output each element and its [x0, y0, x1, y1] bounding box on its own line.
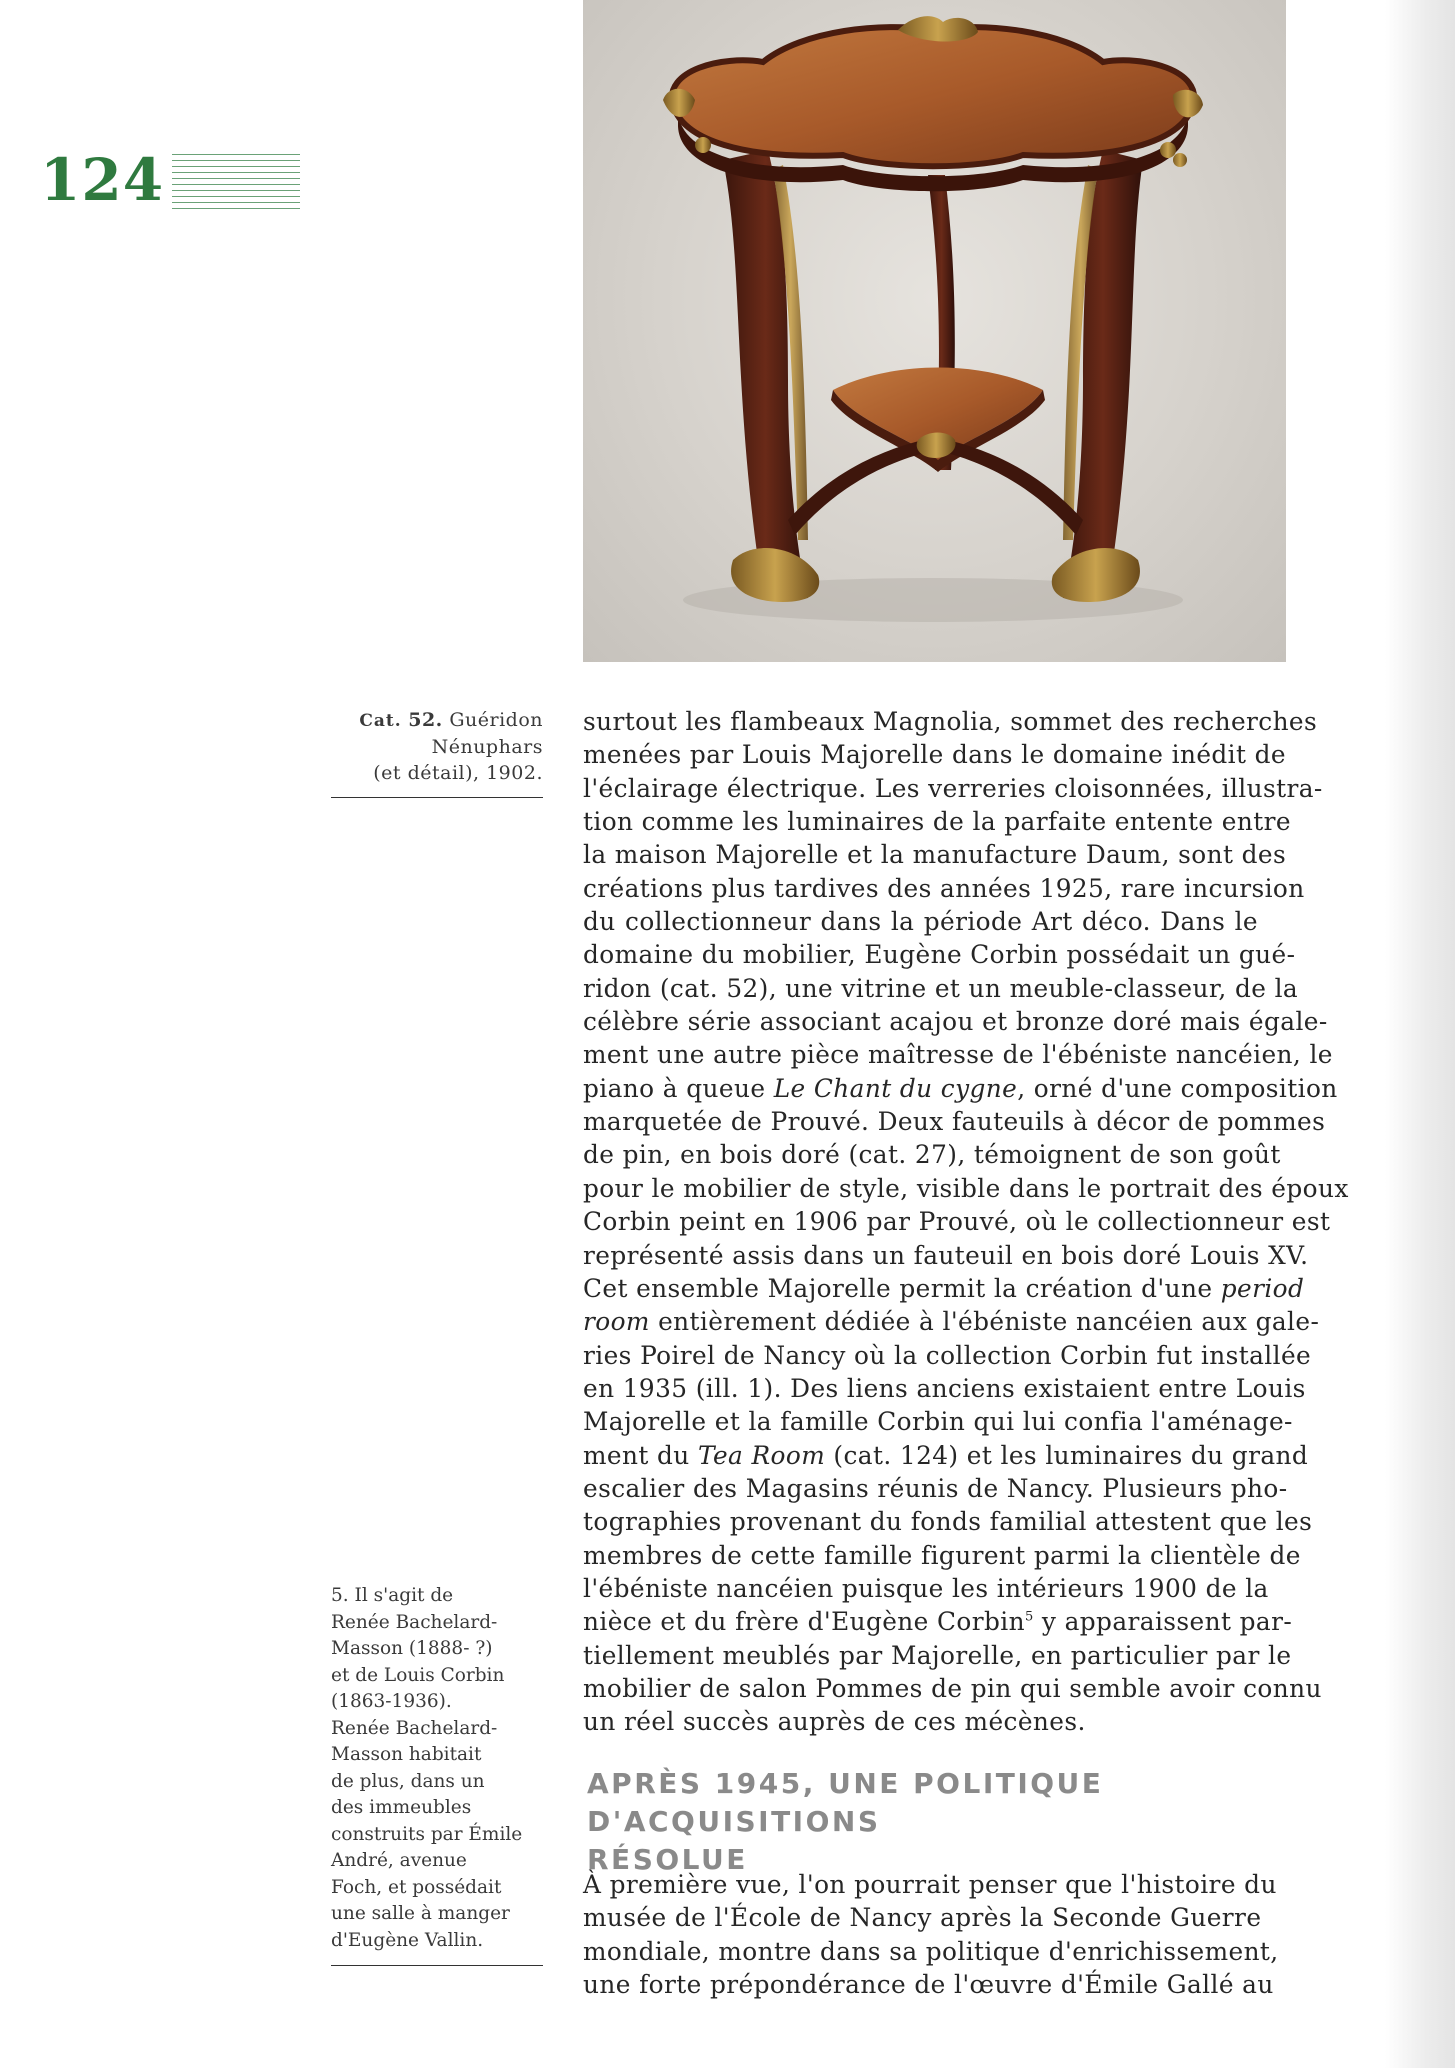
body-line: pour le mobilier de style, visible dans le portrait des époux: [583, 1173, 1349, 1203]
caption-divider: [331, 797, 543, 798]
page-number: 124: [40, 146, 165, 214]
text-run: Cet ensemble Majorelle permit la création d'une: [583, 1273, 1221, 1303]
body-line: À première vue, l'on pourrait penser que l'histoire du: [583, 1870, 1277, 1899]
scan-shadow-edge: [1385, 0, 1455, 2068]
body-line: en 1935 (ill. 1). Des liens anciens existaient entre Louis: [583, 1373, 1306, 1403]
italic-room: room: [583, 1307, 650, 1337]
body-line: une forte prépondérance de l'œuvre d'Émile Gallé au: [583, 1970, 1274, 2000]
body-line-last: un réel succès auprès de ces mécènes.: [583, 1707, 1086, 1737]
italic-tea-room: Tea Room: [697, 1440, 826, 1470]
caption-cat-label: Cat.: [359, 711, 402, 731]
gueridon-illustration: [583, 0, 1286, 662]
body-line: ment une autre pièce maîtresse de l'ébéniste nancéien, le: [583, 1040, 1333, 1070]
section-heading-line-2: RÉSOLUE: [587, 1843, 748, 1876]
body-line: menées par Louis Majorelle dans le domaine inédit de: [583, 740, 1287, 770]
section-heading: [587, 1765, 1287, 1879]
body-line: mobilier de salon Pommes de pin qui semble avoir connu: [583, 1673, 1322, 1703]
body-line: représenté assis dans un fauteuil en bois doré Louis XV.: [583, 1240, 1309, 1270]
body-line: du collectionneur dans la période Art déco. Dans le: [583, 907, 1258, 937]
body-line: de pin, en bois doré (cat. 27), témoignent de son goût: [583, 1140, 1281, 1170]
italic-period: period: [1220, 1273, 1305, 1303]
body-line: tographies provenant du fonds familial attestent que les: [583, 1507, 1313, 1537]
text-run: entièrement dédiée à l'ébéniste nancéien aux gale-: [649, 1307, 1320, 1337]
caption-line-3: (et détail), 1902.: [373, 762, 543, 784]
text-run: piano à queue: [583, 1073, 774, 1103]
gueridon-photo: [583, 0, 1286, 662]
body-line: mondiale, montre dans sa politique d'enrichissement,: [583, 1936, 1279, 1966]
text-run: ment du: [583, 1440, 698, 1470]
body-line: tion comme les luminaires de la parfaite entente entre: [583, 807, 1291, 837]
caption-title: Guéridon: [449, 709, 543, 731]
body-line: surtout les flambeaux Magnolia, sommet des recherches: [583, 707, 1318, 736]
body-text-section-2: [583, 1868, 1279, 2001]
body-line: Corbin peint en 1906 par Prouvé, où le collectionneur est: [583, 1207, 1331, 1237]
body-line-footnote-ref: [583, 1605, 1293, 1638]
italic-title-chant-du-cygne: Le Chant du cygne: [773, 1073, 1018, 1103]
body-line: la maison Majorelle et la manufacture Daum, sont des: [583, 840, 1287, 870]
footnote-ref-5[interactable]: 5: [1024, 1610, 1034, 1626]
body-line: domaine du mobilier, Eugène Corbin possédait un gué-: [583, 940, 1296, 970]
body-line: l'éclairage électrique. Les verreries cloisonnées, illustra-: [583, 773, 1323, 803]
text-run: nièce et du frère d'Eugène Corbin: [583, 1607, 1025, 1637]
body-line: ridon (cat. 52), une vitrine et un meuble-classeur, de la: [583, 973, 1299, 1003]
body-line-room: [583, 1305, 1320, 1338]
body-line: membres de cette famille figurent parmi la clientèle de: [583, 1540, 1301, 1570]
text-run: , orné d'une composition: [1017, 1073, 1338, 1103]
page-number-rules: [172, 154, 300, 212]
footnote-divider: [331, 1965, 543, 1966]
body-line: tiellement meublés par Majorelle, en particulier par le: [583, 1640, 1292, 1670]
body-line-tea-room: [583, 1439, 1309, 1472]
section-heading-line-1: APRÈS 1945, UNE POLITIQUE D'ACQUISITIONS: [587, 1767, 1104, 1838]
body-text: [583, 705, 1349, 1739]
body-line: ries Poirel de Nancy où la collection Corbin fut installée: [583, 1340, 1312, 1370]
body-line-period: [583, 1272, 1305, 1305]
body-line: marquetée de Prouvé. Deux fauteuils à décor de pommes: [583, 1107, 1326, 1137]
body-line: Majorelle et la famille Corbin qui lui confia l'aménage-: [583, 1407, 1293, 1437]
body-line: créations plus tardives des années 1925, rare incursion: [583, 873, 1305, 903]
text-run: y apparaissent par-: [1033, 1607, 1293, 1637]
body-line: escalier des Magasins réunis de Nancy. Plusieurs pho-: [583, 1473, 1288, 1503]
figure-caption: [331, 707, 543, 786]
footnote-5: 5. Il s'agit de Renée Bachelard- Masson (1888- ?) et de Louis Corbin (1863-1936). Renée Bachelard- Masson habitait de plus, dans un des immeubles construits par Émile André, avenue Foch, et possédait une salle à manger d'Eugène Vallin.: [331, 1585, 523, 1951]
body-line: musée de l'École de Nancy après la Seconde Guerre: [583, 1903, 1262, 1933]
body-line: célèbre série associant acajou et bronze doré mais égale-: [583, 1007, 1328, 1037]
text-run: (cat. 124) et les luminaires du grand: [825, 1440, 1309, 1470]
caption-cat-number: 52.: [408, 709, 443, 731]
body-line: l'ébéniste nancéien puisque les intérieurs 1900 de la: [583, 1573, 1269, 1603]
caption-line-2: Nénuphars: [431, 736, 543, 758]
body-line-piano: [583, 1072, 1338, 1105]
